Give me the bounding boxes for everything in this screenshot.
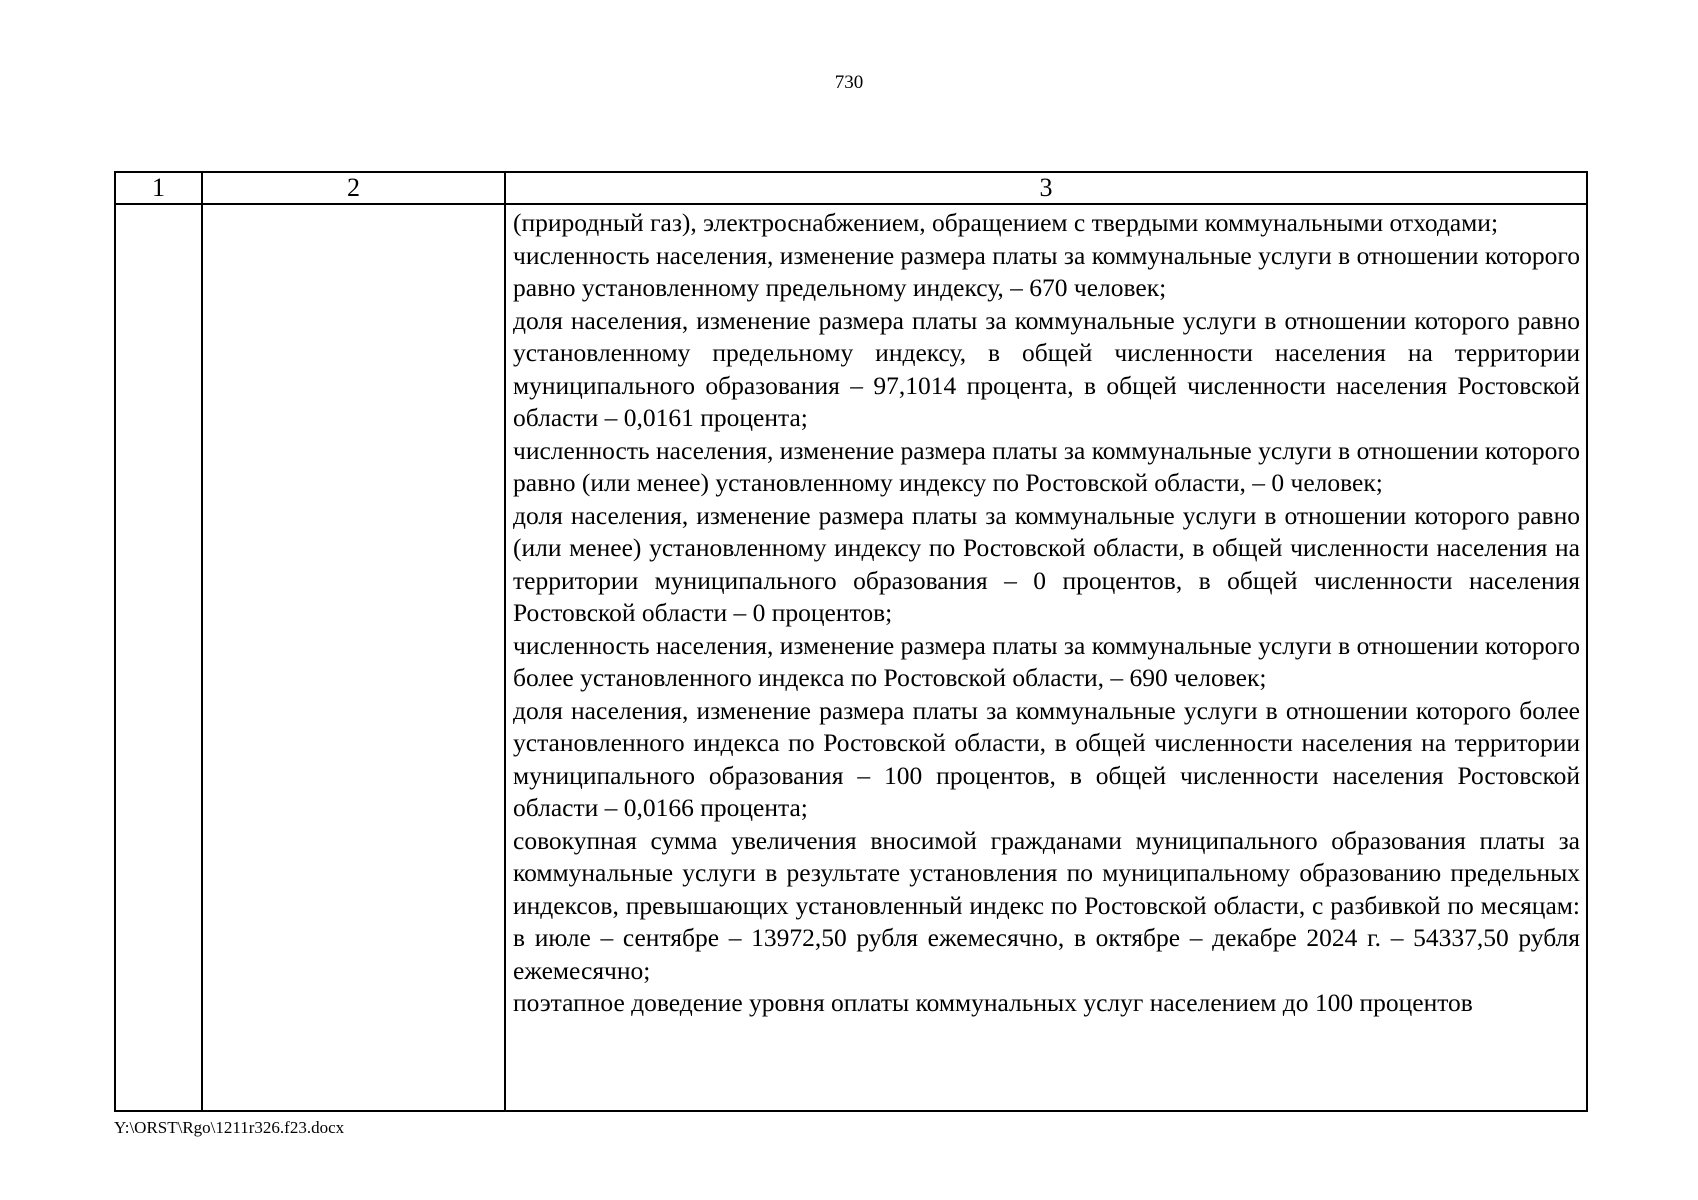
paragraph: (природный газ), электроснабжением, обращением с твердыми коммунальными отходами; — [513, 208, 1499, 237]
table-header-col-2: 2 — [202, 172, 505, 204]
paragraph: численность населения, изменение размера платы за коммунальные услуги в отношении которого более установленного индекса по Ростовской области, – 690 человек; — [513, 630, 1580, 692]
table-row — [115, 204, 1587, 1111]
document-table — [114, 171, 1588, 1112]
footer-file-path: Y:\ORST\Rgo\1211r326.f23.docx — [114, 1118, 345, 1137]
table-cell-col-3 — [505, 204, 1587, 1111]
paragraph: численность населения, изменение размера платы за коммунальные услуги в отношении которого равно (или менее) установленному индексу по Ростовской области, – 0 человек; — [513, 435, 1580, 497]
paragraph: совокупная сумма увеличения вносимой гражданами муниципального образования платы за коммунальные услуги в результате установления по муниципальному образованию предельных индексов, превышающих установленный индекс по Ростовской области, с разбивкой по месяцам: в июле – сентябре – 13972,50 рубля ежемесячно, в октябре – декабре 2024 г. – 54337,50 рубля ежемесячно; — [513, 825, 1580, 985]
paragraph: поэтапное доведение уровня оплаты коммунальных услуг населением до 100 процентов — [513, 988, 1473, 1017]
paragraph: доля населения, изменение размера платы за коммунальные услуги в отношении которого равно (или менее) установленному индексу по Ростовской области, в общей численности населения на территории муниципального образования – 0 процентов, в общей численности населения Ростовской области – 0 процентов; — [513, 500, 1580, 627]
paragraph: численность населения, изменение размера платы за коммунальные услуги в отношении которого равно установленному предельному индексу, – 670 человек; — [513, 240, 1580, 302]
paragraph: доля населения, изменение размера платы за коммунальные услуги в отношении которого более установленного индекса по Ростовской области, в общей численности населения на территории муниципального образования – 100 процентов, в общей численности населения Ростовской области – 0,0166 процента; — [513, 695, 1580, 822]
table-header-col-3: 3 — [505, 172, 1587, 204]
table-header-col-1: 1 — [115, 172, 202, 204]
page-number: 730 — [834, 72, 864, 93]
table-cell-col-1 — [115, 204, 202, 1111]
table-header-row — [115, 172, 1587, 204]
table-cell-col-2 — [202, 204, 505, 1111]
paragraph: доля населения, изменение размера платы за коммунальные услуги в отношении которого равно установленному предельному индексу, в общей численности населения на территории муниципального образования – 97,1014 процента, в общей численности населения Ростовской области – 0,0161 процента; — [513, 305, 1580, 432]
